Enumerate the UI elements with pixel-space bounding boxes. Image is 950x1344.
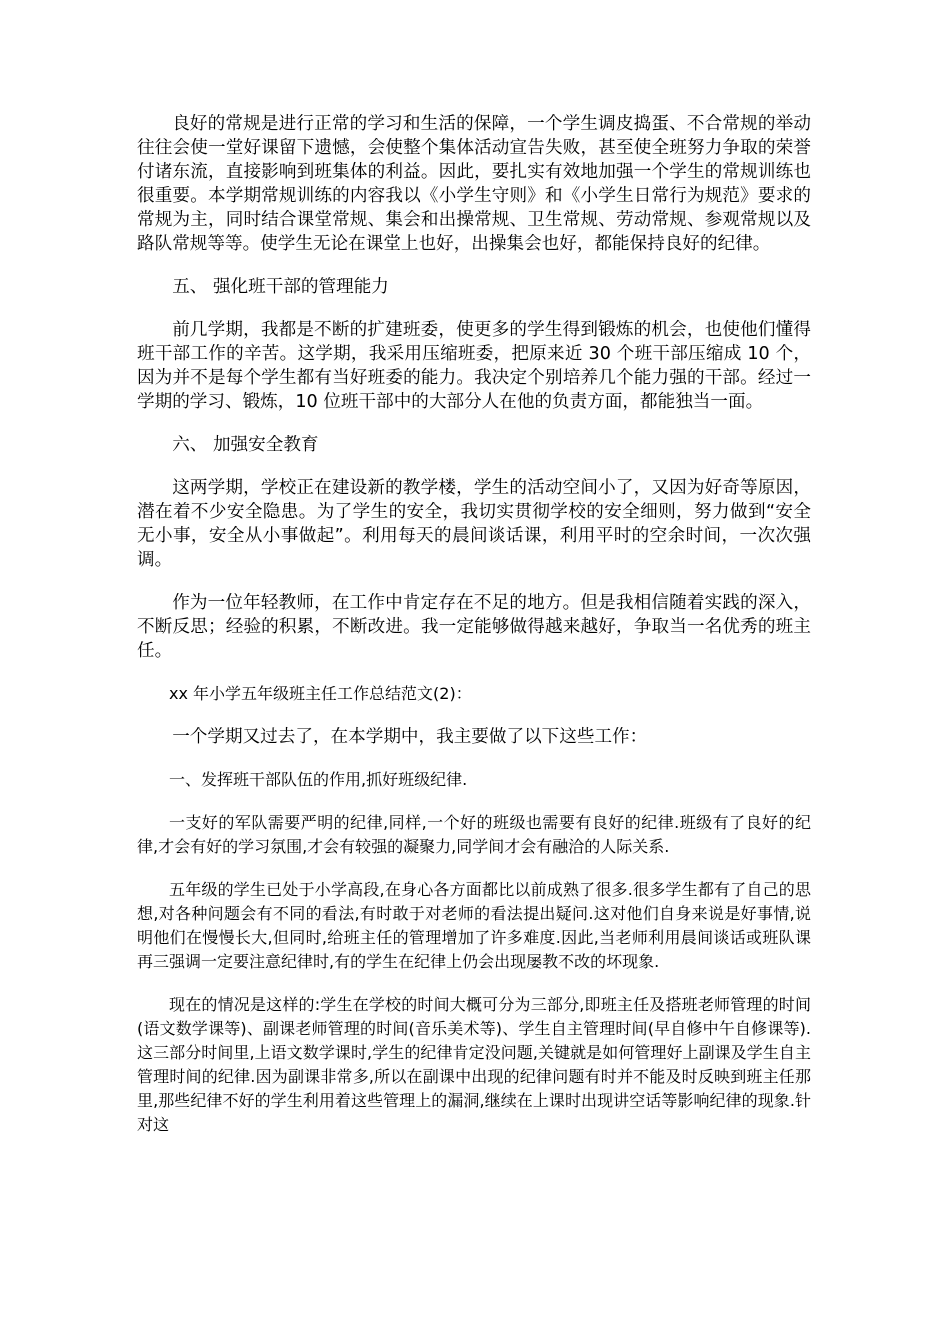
paragraph-conclusion: 作为一位年轻教师，在工作中肯定存在不足的地方。但是我相信随着实践的深入，不断反思；经验的积累，不断改进。我一定能够做得越来越好，争取当一名优秀的班主任。: [137, 593, 811, 661]
paragraph-discipline: 一支好的军队需要严明的纪律,同样,一个好的班级也需要有良好的纪律.班级有了良好的纪律,才会有好的学习氛围,才会有较强的凝聚力,同学间才会有融洽的人际关系.: [137, 813, 811, 856]
section-heading-one: 一、发挥班干部队伍的作用,抓好班级纪律.: [169, 770, 468, 789]
paragraph-intro: 一个学期又过去了，在本学期中，我主要做了以下这些工作：: [172, 727, 648, 747]
paragraph-safety-education: 这两学期，学校正在建设新的教学楼，学生的活动空间小了，又因为好奇等原因，潜在着不少安全隐患。为了学生的安全，我切实贯彻学校的安全细则，努力做到“安全无小事，安全从小事做起”。利用每天的晨间谈话课，利用平时的空余时间，一次次强调。: [137, 478, 811, 570]
paragraph-class-cadres: 前几学期，我都是不断的扩建班委，使更多的学生得到锻炼的机会，也使他们懂得班干部工作的辛苦。这学期，我采用压缩班委，把原来近 30 个班干部压缩成 10 个，因为并不是每个学生都有当好班委的能力。我决定个别培养几个能力强的干部。经过一学期的学习、锻炼，10 位班干部中的大部分人在他的负责方面，都能独当一面。: [137, 320, 811, 412]
section-heading-six: 六、 加强安全教育: [172, 435, 319, 455]
article-title-2: xx 年小学五年级班主任工作总结范文(2)：: [169, 684, 472, 703]
paragraph-current-situation: 现在的情况是这样的:学生在学校的时间大概可分为三部分,即班主任及搭班老师管理的时间(语文数学课等)、副课老师管理的时间(音乐美术等)、学生自主管理时间(早自修中午自修课等).这三部分时间里,上语文数学课时,学生的纪律肯定没问题,关键就是如何管理好上副课及学生自主管理时间的纪律.因为副课非常多,所以在副课中出现的纪律问题有时并不能及时反映到班主任那里,那些纪律不好的学生利用着这些管理上的漏洞,继续在上课时出现讲空话等影响纪律的现象.针对这: [137, 995, 811, 1134]
section-heading-five: 五、 强化班干部的管理能力: [172, 277, 389, 297]
paragraph-routine-training: 良好的常规是进行正常的学习和生活的保障，一个学生调皮捣蛋、不合常规的举动往往会使一堂好课留下遗憾，会使整个集体活动宣告失败，甚至使全班努力争取的荣誉付诸东流，直接影响到班集体的利益。因此，要扎实有效地加强一个学生的常规训练也很重要。本学期常规训练的内容我以《小学生守则》和《小学生日常行为规范》要求的常规为主，同时结合课堂常规、集会和出操常规、卫生常规、劳动常规、参观常规以及路队常规等等。使学生无论在课堂上也好，出操集会也好，都能保持良好的纪律。: [137, 114, 811, 254]
document-page: [137, 112, 811, 1156]
paragraph-fifth-grade: 五年级的学生已处于小学高段,在身心各方面都比以前成熟了很多.很多学生都有了自己的思想,对各种问题会有不同的看法,有时敢于对老师的看法提出疑问.这对他们自身来说是好事情,说明他们在慢慢长大,但同时,给班主任的管理增加了许多难度.因此,当老师利用晨间谈话或班队课再三强调一定要注意纪律时,有的学生在纪律上仍会出现屡教不改的坏现象.: [137, 880, 811, 971]
